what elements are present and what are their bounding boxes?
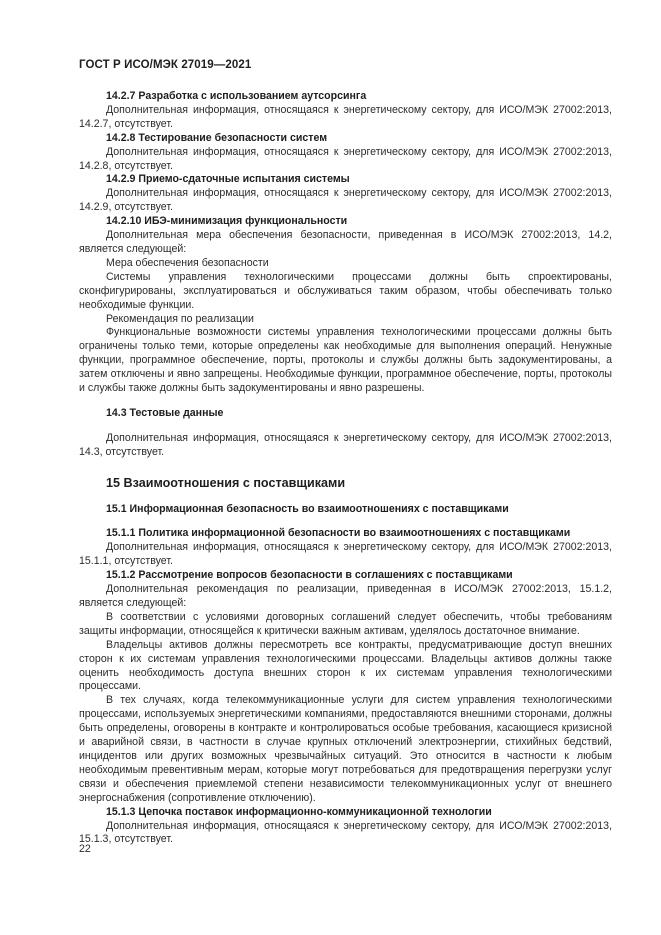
section-heading: 14.2.8 Тестирование безопасности систем xyxy=(106,131,328,144)
section-heading: 14.2.9 Приемо-сдаточные испытания системы xyxy=(106,173,350,186)
section-heading: 15 Взаимоотношения с поставщиками xyxy=(106,475,346,490)
paragraph: В соответствии с условиями договорных соглашений следует обеспечить, чтобы требованиям защиты информации, относящейся к критически важным активам, уделялось достаточное внимание. xyxy=(79,610,612,637)
section-heading: 15.1.2 Рассмотрение вопросов безопасности в соглашениях с поставщиками xyxy=(106,569,513,582)
paragraph: Мера обеспечения безопасности xyxy=(106,256,269,269)
paragraph: Дополнительная информация, относящаяся к энергетическому сектору, для ИСО/МЭК 27002:2013, 14.2.8, отсутствует. xyxy=(79,145,612,172)
page-number: 22 xyxy=(79,843,91,855)
section-heading: 14.3 Тестовые данные xyxy=(106,406,224,419)
section-heading: 15.1.3 Цепочка поставок информационно-коммуникационной технологии xyxy=(106,805,492,818)
section-heading: 15.1 Информационная безопасность во взаимоотношениях с поставщиками xyxy=(106,502,509,515)
paragraph: Системы управления технологическими процессами должны быть спроектированы, сконфигурированы, эксплуатироваться и обслуживаться таким образом, чтобы обеспечивать только необходимые функции. xyxy=(79,270,612,311)
section-heading: 14.2.10 ИБЭ-минимизация функциональности xyxy=(106,215,348,228)
paragraph: Дополнительная информация, относящаяся к энергетическому сектору, для ИСО/МЭК 27002:2013, 14.3, отсутствует. xyxy=(79,431,612,458)
paragraph: Владельцы активов должны пересмотреть все контракты, предусматривающие доступ внешних сторон к их системам управления технологическими процессами. Владельцы активов должны также оценить необходимость доступа внешних сторон к их системам управления технологическими процессами. xyxy=(79,638,612,693)
paragraph: В тех случаях, когда телекоммуникационные услуги для систем управления технологическими процессами, используемых энергетическими компаниями, предоставляются внешними сторонами, должны быть определены, оговорены в контракте и контролироваться особые требования, касающиеся кризисной и аварийной связи, в частности в случае крупных отключений электроэнергии, стихийных бедствий, инцидентов или других возможных чрезвычайных ситуаций. Это относится в частности к любым необходимым превентивным мерам, которые могут потребоваться для предотвращения перегрузки услуг связи и обеспечения приемлемой степени независимости телекоммуникационных услуг от внешнего энергоснабжения (сопротивление отключению). xyxy=(79,694,612,804)
page-content xyxy=(79,90,612,847)
paragraph: Дополнительная информация, относящаяся к энергетическому сектору, для ИСО/МЭК 27002:2013, 14.2.9, отсутствует. xyxy=(79,187,612,214)
paragraph: Дополнительная информация, относящаяся к энергетическому сектору, для ИСО/МЭК 27002:2013, 14.2.7, отсутствует. xyxy=(79,103,612,130)
paragraph: Дополнительная рекомендация по реализации, приведенная в ИСО/МЭК 27002:2013, 15.1.2, является следующей: xyxy=(79,583,612,609)
paragraph: Функциональные возможности системы управления технологическими процессами должны быть ограничены только теми, которые определены как необходимые для выполнения операций. Ненужные функции, программное обеспечение, порты, протоколы и службы должны быть задокументированы, а затем отключены и явно запрещены. Необходимые функции, программное обеспечение, порты, протоколы и службы также должны быть задокументированы и явно разрешены. xyxy=(79,326,612,395)
paragraph: Дополнительная информация, относящаяся к энергетическому сектору, для ИСО/МЭК 27002:2013, 15.1.1, отсутствует. xyxy=(79,541,612,568)
paragraph: Рекомендация по реализации xyxy=(106,312,254,325)
section-heading: 15.1.1 Политика информационной безопасности во взаимоотношениях с поставщиками xyxy=(106,527,571,540)
paragraph: Дополнительная мера обеспечения безопасности, приведенная в ИСО/МЭК 27002:2013, 14.2, является следующей: xyxy=(79,229,612,255)
section-heading: 14.2.7 Разработка с использованием аутсорсинга xyxy=(106,90,367,102)
paragraph: Дополнительная информация, относящаяся к энергетическому сектору, для ИСО/МЭК 27002:2013, 15.1.3, отсутствует. xyxy=(79,819,612,846)
standard-header: ГОСТ Р ИСО/МЭК 27019—2021 xyxy=(79,59,252,71)
